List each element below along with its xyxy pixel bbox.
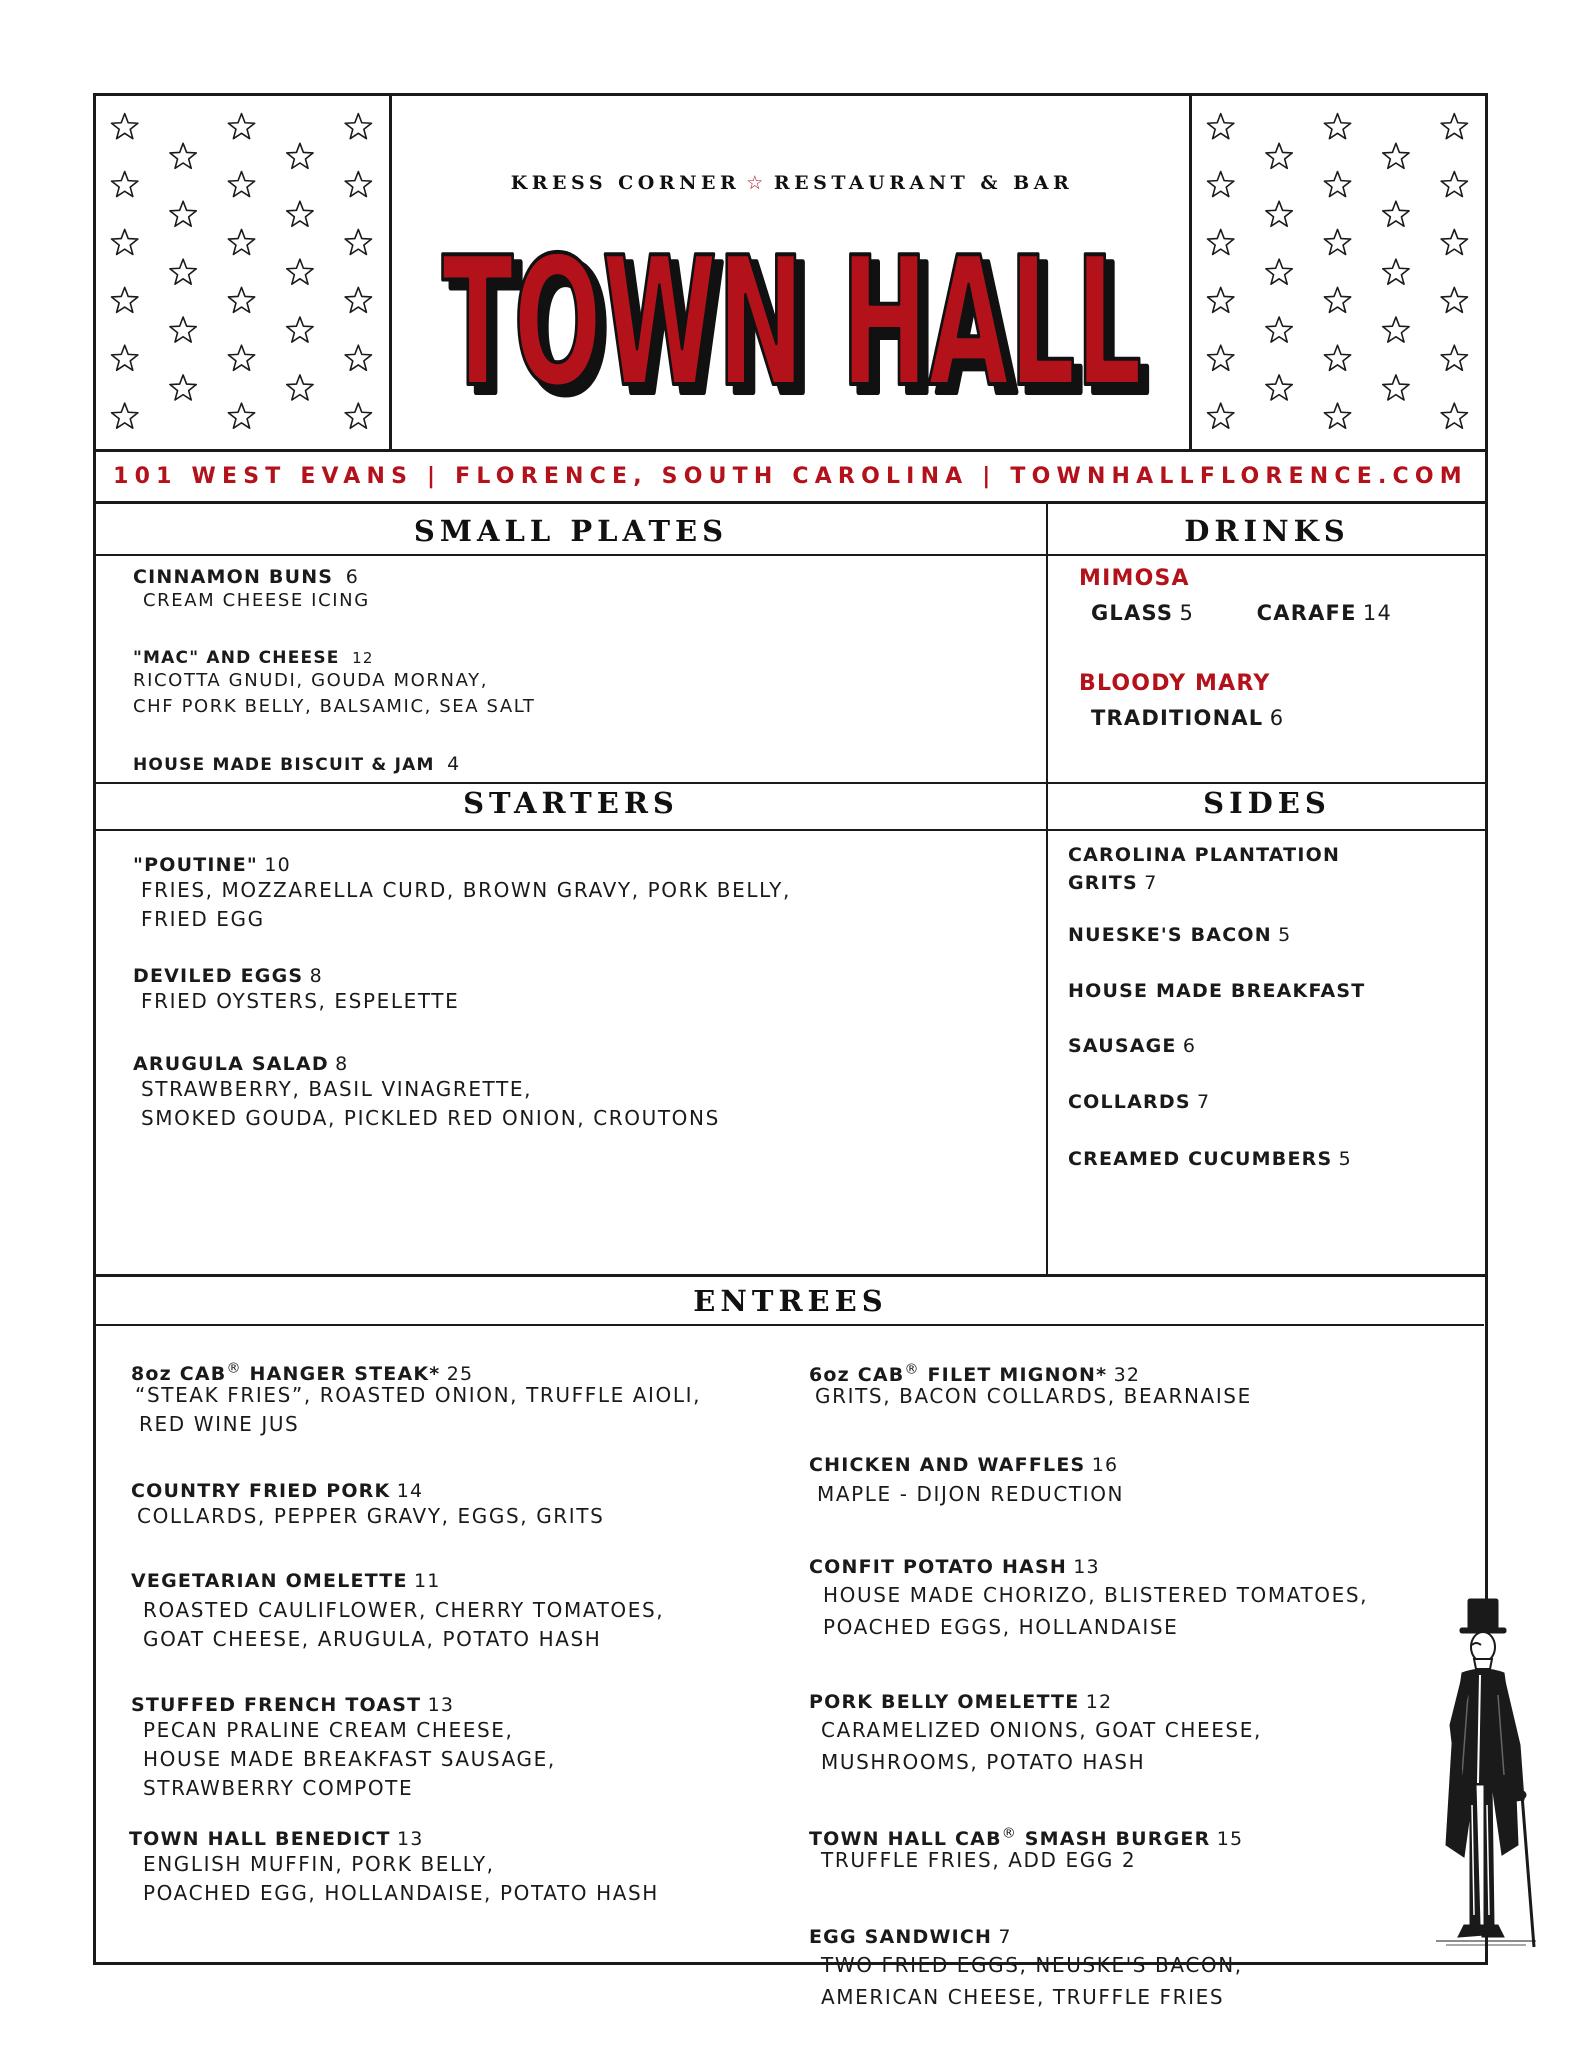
starter-poutine: "POUTINE" 10 FRIES, MOZZARELLA CURD, BROWN GRAVY, PORK BELLY, FRIED EGG [133, 854, 791, 931]
address-bar: 101 WEST EVANS | FLORENCE, SOUTH CAROLINA | TOWNHALLFLORENCE.COM [96, 449, 1485, 504]
side-breakfast-label: HOUSE MADE BREAKFAST [1068, 980, 1366, 1002]
star-icon [112, 287, 138, 312]
star-icon [1324, 345, 1350, 370]
star-icon [170, 201, 196, 226]
entree-chicken-and-waffles: CHICKEN AND WAFFLES 16 MAPLE - DIJON REDUCTION [809, 1454, 1125, 1506]
small-plate-cinnamon-buns: CINNAMON BUNS 6 CREAM CHEESE ICING [133, 566, 370, 611]
star-icon [170, 375, 196, 400]
star-icon [287, 317, 313, 342]
star-icon [1208, 114, 1234, 139]
star-icon [112, 403, 138, 428]
star-panel-left [96, 96, 392, 449]
entree-vegetarian-omelette: VEGETARIAN OMELETTE 11 ROASTED CAULIFLOWER, CHERRY TOMATOES, GOAT CHEESE, ARUGULA, POTATO HASH [131, 1570, 665, 1651]
star-icon [112, 114, 138, 139]
entree-pork-belly-omelette: PORK BELLY OMELETTE 12 CARAMELIZED ONIONS, GOAT CHEESE, MUSHROOMS, POTATO HASH [809, 1691, 1262, 1774]
star-icon [112, 345, 138, 370]
star-icon [1266, 317, 1292, 342]
small-plates-title: SMALL PLATES [413, 514, 729, 548]
logo-panel [392, 96, 1192, 449]
entree-town-hall-benedict: TOWN HALL BENEDICT 13 ENGLISH MUFFIN, PORK BELLY, POACHED EGG, HOLLANDAISE, POTATO HASH [129, 1828, 659, 1905]
star-icon [1383, 143, 1409, 168]
star-icon [228, 229, 254, 254]
star-icon [287, 375, 313, 400]
small-plate-mac-and-cheese: "MAC" AND CHEESE 12 RICOTTA GNUDI, GOUDA MORNAY, CHF PORK BELLY, BALSAMIC, SEA SALT [133, 648, 536, 717]
star-icon [1266, 259, 1292, 284]
menu-frame [93, 93, 1488, 2009]
entree-filet-mignon: 6oz CAB® FILET MIGNON* 32 GRITS, BACON COLLARDS, BEARNAISE [809, 1361, 1252, 1408]
side-creamed-cucumbers: CREAMED CUCUMBERS 5 [1068, 1148, 1352, 1170]
star-icon [170, 317, 196, 342]
star-icon [1383, 375, 1409, 400]
star-icon [1266, 143, 1292, 168]
star-icon [1324, 172, 1350, 197]
divider [96, 829, 1485, 831]
star-icon [1441, 287, 1467, 312]
logo-shadow: TOWN HALL [450, 227, 1150, 426]
column-divider [1046, 504, 1048, 1276]
star-icon [112, 172, 138, 197]
star-icon [1208, 345, 1234, 370]
entree-stuffed-french-toast: STUFFED FRENCH TOAST 13 PECAN PRALINE CREAM CHEESE, HOUSE MADE BREAKFAST SAUSAGE, STRAWBERRY COMPOTE [131, 1694, 556, 1800]
star-icon [287, 143, 313, 168]
star-icon [1208, 172, 1234, 197]
entrees-title: ENTREES [693, 1284, 888, 1318]
star-icon [1441, 114, 1467, 139]
star-icon [228, 114, 254, 139]
entree-egg-sandwich: EGG SANDWICH 7 TWO FRIED EGGS, NEUSKE'S BACON, AMERICAN CHEESE, TRUFFLE FRIES [809, 1926, 1243, 2009]
star-pattern-left [96, 96, 389, 449]
starters-title: STARTERS [463, 786, 679, 820]
side-bacon: NUESKE'S BACON 5 [1068, 924, 1292, 946]
small-star-icon: ☆ [746, 172, 768, 194]
star-icon [1208, 403, 1234, 428]
star-icon [1324, 229, 1350, 254]
star-icon [1324, 114, 1350, 139]
drink-mimosa: MIMOSA GLASS 5 CARAFE 14 [1079, 566, 1393, 625]
star-icon [1383, 201, 1409, 226]
divider [96, 554, 1485, 556]
drinks-title: DRINKS [1184, 514, 1350, 548]
star-icon [170, 259, 196, 284]
star-icon [287, 201, 313, 226]
gentleman-top-hat-illustration [1406, 1595, 1546, 1965]
star-icon [1441, 345, 1467, 370]
entree-country-fried-pork: COUNTRY FRIED PORK 14 COLLARDS, PEPPER GRAVY, EGGS, GRITS [131, 1480, 605, 1528]
star-icon [1324, 287, 1350, 312]
sides-title: SIDES [1203, 786, 1331, 820]
tagline [392, 172, 1192, 194]
star-icon [345, 345, 371, 370]
starter-deviled-eggs: DEVILED EGGS 8 FRIED OYSTERS, ESPELETTE [133, 965, 460, 1013]
entree-smash-burger: TOWN HALL CAB® SMASH BURGER 15 TRUFFLE FRIES, ADD EGG 2 [809, 1825, 1244, 1872]
side-sausage: SAUSAGE 6 [1068, 1035, 1197, 1057]
star-icon [287, 259, 313, 284]
star-icon [345, 403, 371, 428]
star-icon [1383, 259, 1409, 284]
star-icon [228, 403, 254, 428]
side-collards: COLLARDS 7 [1068, 1091, 1211, 1113]
star-icon [345, 172, 371, 197]
star-icon [1208, 229, 1234, 254]
star-icon [345, 114, 371, 139]
star-icon [1441, 229, 1467, 254]
starter-arugula-salad: ARUGULA SALAD 8 STRAWBERRY, BASIL VINAGRETTE, SMOKED GOUDA, PICKLED RED ONION, CROUTONS [133, 1053, 720, 1130]
star-icon [228, 287, 254, 312]
star-pattern-right [1192, 96, 1485, 449]
star-icon [1324, 403, 1350, 428]
side-grits: CAROLINA PLANTATION GRITS 7 [1068, 844, 1341, 894]
town-hall-logo [412, 196, 1172, 426]
logo-title: TOWN HALL [442, 219, 1142, 426]
star-icon [1266, 375, 1292, 400]
entree-confit-potato-hash: CONFIT POTATO HASH 13 HOUSE MADE CHORIZO, BLISTERED TOMATOES, POACHED EGGS, HOLLANDAISE [809, 1556, 1369, 1639]
star-icon [1208, 287, 1234, 312]
star-icon [1441, 403, 1467, 428]
star-icon [345, 229, 371, 254]
star-icon [345, 287, 371, 312]
entree-hanger-steak: 8oz CAB® HANGER STEAK* 25 “STEAK FRIES”, ROASTED ONION, TRUFFLE AIOLI, RED WINE JUS [131, 1360, 702, 1436]
divider [96, 782, 1485, 784]
star-icon [112, 229, 138, 254]
star-icon [1266, 201, 1292, 226]
star-icon [170, 143, 196, 168]
tagline-right: RESTAURANT & BAR [773, 172, 1074, 194]
divider [96, 1324, 1484, 1326]
star-icon [228, 345, 254, 370]
star-icon [228, 172, 254, 197]
star-icon [1441, 172, 1467, 197]
divider [96, 1274, 1485, 1277]
small-plate-biscuit: HOUSE MADE BISCUIT & JAM 4 [133, 753, 461, 775]
star-icon [1383, 317, 1409, 342]
drink-bloody-mary: BLOODY MARY TRADITIONAL 6 [1079, 671, 1285, 730]
tagline-left: KRESS CORNER [510, 172, 741, 194]
star-panel-right [1189, 96, 1485, 449]
